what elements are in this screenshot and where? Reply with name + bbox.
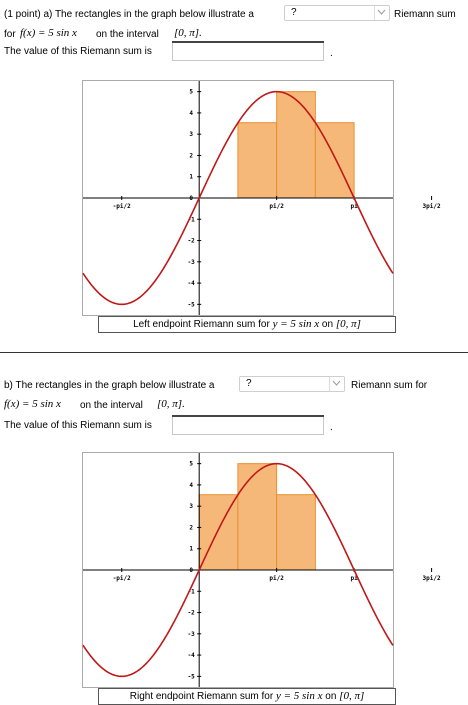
part-a-caption-interval: [0, π] [335, 318, 361, 330]
part-a-x-tick-label: 3pi/2 [422, 203, 441, 210]
part-a-answer-input[interactable] [172, 41, 324, 61]
part-a-select-value: ? [291, 7, 297, 18]
part-a-y-tick-label: 3 [189, 131, 194, 139]
part-b-y-tick-label: 4 [189, 481, 194, 489]
part-a-chart [83, 81, 441, 315]
part-b-riemann-rect-2 [238, 464, 277, 570]
part-b-chart [83, 453, 441, 687]
part-b-x-tick-label: 3pi/2 [422, 575, 441, 582]
part-b-y-tick-label: -5 [187, 673, 195, 681]
part-a-graph [82, 80, 441, 316]
part-a-y-tick-label: -3 [187, 258, 195, 266]
part-b-y-tick-label: -2 [187, 609, 195, 617]
part-b-caption-prefix: Right endpoint Riemann sum for [129, 691, 274, 702]
part-a-interval: [0, π]. [174, 27, 202, 39]
part-a-y-tick-label: 1 [189, 173, 194, 181]
part-a-x-tick-label: pi [350, 203, 358, 210]
part-b-graph [82, 452, 441, 688]
part-b-answer-input[interactable] [172, 415, 324, 435]
part-a-sum-type-select[interactable] [284, 5, 390, 21]
part-b-y-tick-label: -3 [187, 630, 195, 638]
part-b-period: . [330, 422, 333, 433]
part-a-function: f(x) = 5 sin x [20, 27, 77, 39]
part-b-graph-caption [98, 688, 396, 705]
part-a-y-tick-label: -2 [187, 237, 195, 245]
part-b-value-label: The value of this Riemann sum is [4, 420, 152, 431]
part-a-caption-function: y = 5 sin x [272, 318, 320, 330]
part-b-caption-on: on [325, 691, 337, 702]
part-a-value-label: The value of this Riemann sum is [4, 46, 152, 57]
part-b-x-tick-label: pi/2 [269, 575, 284, 582]
part-a-y-tick-label: 4 [189, 109, 194, 117]
part-a-prompt: (1 point) a) The rectangles in the graph below illustrate a [4, 9, 254, 20]
part-a-for-label: for [4, 29, 16, 40]
part-a-graph-caption [98, 316, 396, 333]
part-a-caption-prefix: Left endpoint Riemann sum for [133, 319, 270, 330]
part-b-y-tick-label: -4 [187, 652, 195, 660]
part-a-riemann-rect-3 [277, 92, 316, 198]
part-a-origin-label: 0 [189, 195, 194, 202]
part-a-prompt-suffix: Riemann sum [394, 9, 456, 20]
part-a-riemann-rect-2 [238, 123, 277, 198]
part-b-prompt: b) The rectangles in the graph below illustrate a [4, 380, 215, 391]
part-b-caption-function: y = 5 sin x [275, 690, 323, 702]
part-b-x-tick-label: pi [350, 575, 358, 582]
chevron-down-icon [329, 377, 344, 391]
part-b-x-tick-label: -pi/2 [112, 575, 131, 582]
part-b-riemann-rect-3 [277, 495, 316, 570]
part-a-x-tick-label: -pi/2 [112, 203, 131, 210]
part-a-y-tick-label: -4 [187, 280, 195, 288]
part-a-period: . [330, 48, 333, 59]
part-b-interval-label: on the interval [80, 400, 143, 411]
part-a-y-tick-label: -5 [187, 301, 195, 309]
part-a-x-tick-label: pi/2 [269, 203, 284, 210]
part-a-y-tick-label: 5 [189, 88, 194, 96]
part-b-y-tick-label: 5 [189, 460, 194, 468]
part-b-caption-interval: [0, π] [339, 690, 365, 702]
part-a-y-tick-label: -1 [187, 216, 195, 224]
part-b-y-tick-label: 2 [189, 524, 194, 532]
part-b-origin-label: 0 [189, 567, 194, 574]
part-b-prompt-suffix: Riemann sum for [351, 380, 428, 391]
section-divider [0, 352, 468, 353]
part-b-function: f(x) = 5 sin x [4, 398, 61, 410]
part-a-interval-label: on the interval [96, 29, 159, 40]
part-b-y-tick-label: -1 [187, 588, 195, 596]
part-b-sum-type-select[interactable] [239, 376, 345, 392]
part-b-y-tick-label: 3 [189, 503, 194, 511]
chevron-down-icon [374, 6, 389, 20]
part-b-interval: [0, π]. [157, 398, 185, 410]
part-b-y-tick-label: 1 [189, 545, 194, 553]
part-b-select-value: ? [246, 378, 252, 389]
part-a-y-tick-label: 2 [189, 152, 194, 160]
part-a-caption-on: on [321, 319, 334, 330]
